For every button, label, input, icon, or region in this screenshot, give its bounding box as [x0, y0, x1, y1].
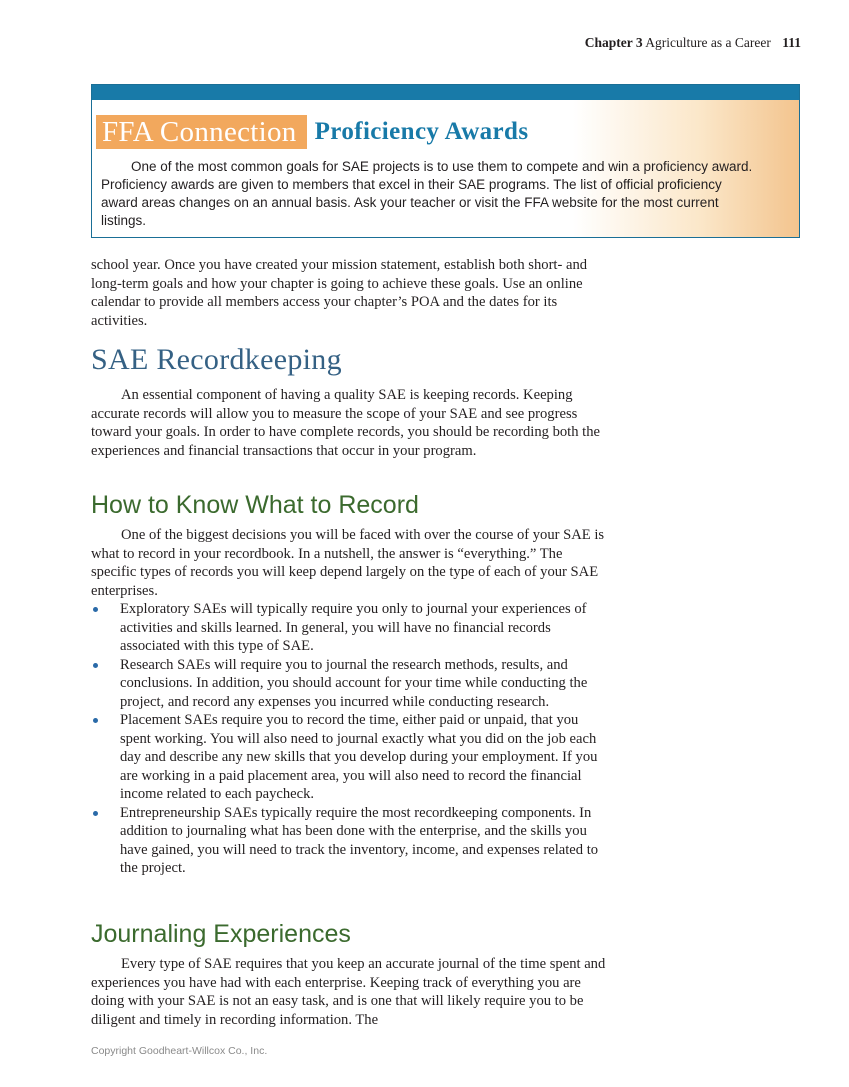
intro-section	[91, 256, 606, 330]
list-item	[91, 711, 606, 804]
list-item	[91, 656, 606, 712]
copyright-footer: Copyright Goodheart-Willcox Co., Inc.	[91, 1045, 268, 1057]
ffa-box-header	[96, 115, 529, 149]
ffa-connection-box	[91, 84, 800, 238]
page-number: 111	[782, 35, 801, 50]
bullet-icon	[93, 811, 98, 816]
list-item	[91, 600, 606, 656]
how-to-know-heading: How to Know What to Record	[91, 491, 419, 519]
bullet-text: Research SAEs will require you to journal the research methods, results, and conclusions. In addition, you should account for your time while conducting the project, and record any expenses you incurred while conducting research.	[120, 656, 588, 710]
ffa-box-text: One of the most common goals for SAE projects is to use them to compete and win a proficiency award. Proficiency awards are given to members that excel in their SAE programs. The list of official proficiency award areas changes on an annual basis. Ask your teacher or visit the FFA website for the most current listings.	[101, 159, 753, 228]
list-item	[91, 804, 606, 878]
bullet-icon	[93, 607, 98, 612]
how-to-know-section	[91, 526, 606, 878]
ffa-connection-label: FFA Connection	[96, 115, 307, 149]
journaling-section	[91, 955, 606, 1029]
sae-recordkeeping-heading: SAE Recordkeeping	[91, 343, 342, 376]
bullet-text: Exploratory SAEs will typically require you only to journal your experiences of activities and skills learned. In general, you will have no financial records associated with this type of SAE.	[120, 601, 587, 654]
bullet-text: Placement SAEs require you to record the time, either paid or unpaid, that you spent working. You will also need to journal exactly what you did on the job each day and describe any new skills that you develop during your employment. If you are working in a paid placement area, you will also need to record the financial income related to each paycheck.	[120, 712, 598, 802]
sae-recordkeeping-paragraph: An essential component of having a quality SAE is keeping records. Keeping accurate records will allow you to measure the scope of your SAE and see progress toward your goals. In order to have complete records, you should be recording both the experiences and financial transactions that occur in your program.	[91, 387, 601, 459]
chapter-label: Chapter 3	[584, 35, 643, 50]
running-head	[585, 35, 801, 51]
chapter-title: Agriculture as a Career	[645, 35, 771, 50]
sae-recordkeeping-section	[91, 386, 606, 460]
bullet-text: Entrepreneurship SAEs typically require the most recordkeeping components. In addition to journaling what has been done with the enterprise, and the skills you have gained, you will need to track the inventory, income, and expenses related to the project.	[120, 804, 599, 876]
bullet-icon	[93, 718, 98, 723]
how-to-know-paragraph: One of the biggest decisions you will be faced with over the course of your SAE is what to record in your recordbook. In a nutshell, the answer is “everything.” The specific types of records you will keep depend largely on the type of each of your SAE enterprises.	[91, 527, 605, 599]
journaling-heading: Journaling Experiences	[91, 920, 351, 948]
journaling-paragraph: Every type of SAE requires that you keep an accurate journal of the time spent and experiences you have had with each enterprise. Keeping track of everything you are doing with your SAE is not an easy task, and is one that will likely require you to be diligent and timely in recording information. The	[91, 956, 606, 1028]
ffa-box-top-bar	[92, 85, 799, 100]
intro-paragraph: school year. Once you have created your mission statement, establish both short- and long-term goals and how your chapter is going to achieve these goals. Use an online calendar to provide all members access your chapter’s POA and the dates for its activities.	[91, 257, 588, 329]
record-type-list	[91, 600, 606, 878]
ffa-box-title: Proficiency Awards	[314, 118, 529, 145]
bullet-icon	[93, 663, 98, 668]
